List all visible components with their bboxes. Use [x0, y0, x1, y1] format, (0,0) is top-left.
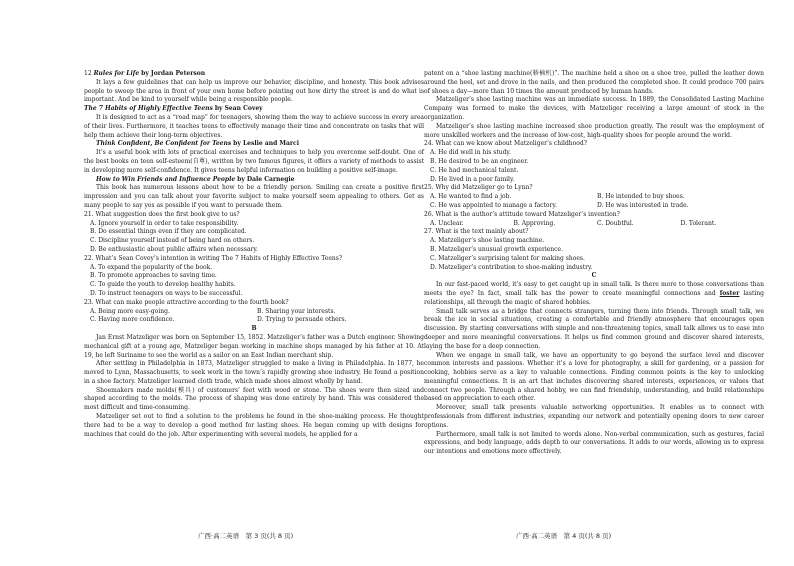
option-22c: C. To guide the youth to develop healthy habits. [90, 281, 236, 289]
options-23-ab [84, 308, 424, 317]
option-26a: A. Unclear. [430, 219, 464, 227]
question-26: 26. What is the author’s attitude toward Matzeliger’s invention? [424, 210, 620, 218]
passage-c-p2: Small talk serves as a bridge that connects strangers, turning them into friends. Through small talk, we break the ice in social situations, creating a comfortable and friendly atmosphere that encourages open discussion. By starting conversations with simple and non-threatening topics, small talk allows us to ease into deeper and more meaningful conversations. It helps us find common ground and discover shared interests, laying the base for a deep connection. [424, 307, 764, 350]
book4-desc: This book has numerous lessons about how to be a friendly person. Smiling can create a positive first impression and you can talk about your favorite subject to make yourself seem appealing to others. Get as many people to say yes as possible if you want to persuade them. [84, 184, 424, 209]
option-24a: A. He did well in his study. [430, 149, 511, 157]
option-25a: A. He wanted to find a job. [430, 193, 512, 201]
option-26c: C. Doubtful. [597, 219, 634, 227]
book1-title: Rules for Life [93, 70, 140, 77]
question-22: 22. What’s Sean Covey’s intention in writing The 7 Habits of Highly Effective Teens? [84, 254, 343, 262]
option-25b: B. He intended to buy shoes. [597, 193, 685, 201]
option-24b: B. He desired to be an engineer. [430, 157, 529, 165]
right-column [424, 70, 764, 457]
options-25-ab [424, 193, 764, 202]
option-23c: C. Having more confidence. [90, 316, 175, 324]
section-b-heading: B [251, 325, 257, 333]
option-21a: A. Ignore yourself in order to take responsibility. [90, 219, 239, 227]
book2-desc: It is designed to act as a “road map” for teenagers, showing them the way to achieve success in every area of their lives. Furthermore, it teaches teens to effectively manage their time and concentrate on tasks that will help them achieve their long-term objectives. [84, 113, 424, 139]
question-27: 27. What is the text mainly about? [424, 228, 529, 236]
question-25: 25. Why did Matzeliger go to Lynn? [424, 184, 533, 192]
option-27d: D. Matzeliger’s contribution to shoe-making industry. [430, 263, 593, 271]
option-26d: D. Tolerant. [680, 219, 717, 227]
passage-c-p5: Furthermore, small talk is not limited to words alone. Non-verbal communication, such as gestures, facial expressions, and body language, adds depth to our conversations. It adds to our words, allowing us to express our intentions and emotions more effectively. [424, 430, 764, 456]
options-26 [424, 220, 764, 229]
option-21c: C. Discipline yourself instead of being hard on others. [90, 237, 255, 245]
option-25d: D. He was interested in trade. [597, 201, 689, 209]
book1-desc: It lays a few guidelines that can help us improve our behavior, discipline, and honesty. This book advises people to sweep the area in front of your own home before pointing out how dirty the street is and do what is important. And be kind to yourself while being a responsible people. [84, 78, 424, 104]
option-25c: C. He was appointed to manage a factory. [430, 201, 557, 209]
passage-b-p1: Jan Ernst Matzeliger was born on September 15, 1852. Matzeliger’s father was a Dutch engineer. Showing mechanical gift at a young age, Matzeliger began working in machine shops managed by his father at 10. At 19, he left Suriname to see the world as a sailor on an East Indian merchant ship. [84, 333, 424, 359]
option-27a: A. Matzeliger’s shoe lasting machine. [430, 237, 545, 245]
option-27b: B. Matzeliger’s unusual growth experience. [430, 245, 563, 253]
page-footer-left: 广西·高二英语 第 3 页(共 8 页) [198, 532, 294, 540]
question-21: 21. What suggestion does the first book give to us? [84, 210, 240, 218]
passage-b-p5: patent on a “shoe lasting machine(鞒楠机)”. The machine held a shoe on a shoe tree, pulled the leather down around the heel, set and drove in the nails, and then produced the completed shoe. It could produce 700 pairs of shoes a day—more than 10 times the amount produced by human hands. [424, 70, 764, 95]
book1-heading: 12 Rules for Life by Jordan Peterson [84, 70, 206, 77]
option-24d: D. He lived in a poor family. [430, 175, 515, 183]
book3-heading: Think Confident, Be Confident for Teens by Leslie and Marci [96, 140, 299, 148]
option-23d: D. Trying to persuade others. [257, 316, 347, 324]
passage-b-p4: Matzeliger set out to find a solution to the problems he found in the shoe-making process. He thought there had to be a way to develop a good method for lasting shoes. He began coming up with designs for machines that could do the job. After experimenting with several models, he applied for a [84, 413, 424, 438]
book3-desc: It’s a useful book with lots of practical exercises and techniques to help you overcome self-doubt. One of the best books on teen self-esteem(自尊), written by two famous figures, it offers a variety of methods to assist in developing more self-confidence. It gives teens helpful information on building a positive self-image. [84, 149, 424, 174]
option-21d: D. Be enthusiastic about public affairs when necessary. [90, 245, 258, 253]
passage-b-p6: Matzeliger’s shoe lasting machine was an immediate success. In 1889, the Consolidated Lasting Machine Company was formed to make the devices, with Matzeliger receiving a large amount of stock in the organization. [424, 96, 764, 121]
passage-c-p3: When we engage in small talk, we have an opportunity to go beyond the surface level and discover common interests and passions. Whether it’s a love for photography, a skill for gardening, or a passion for cooking, hobbies serve as a key to valuable connections. Finding common points is the key to unlocking meaningful connections. It is an art that includes discovering shared interests, experiences, or values that connect two people. Through a shared hobby, we can find friendship, understanding, and build relationships based on appreciation to each other. [424, 351, 764, 403]
option-26b: B. Approving. [513, 219, 556, 227]
question-23: 23. What can make people attractive according to the fourth book? [84, 298, 289, 306]
options-25-cd [424, 202, 764, 211]
passage-b-p2: After settling in Philadelphia in 1873, Matzeliger struggled to make a living in Philadelphia. In 1877, he moved to Lynn, Massachusetts, to seek work in the town’s rapidly growing shoe industry. He found a position in a shoe factory. Matzeliger learned cloth trade, which made shoes almost wholly by hand. [84, 360, 424, 385]
book4-heading: How to Win Friends and Influence People by Dale Carnegie [96, 175, 295, 183]
passage-b-p3: Shoemakers made molds(模具) of customers’ feet with wood or stone. The shoes were then sized and shaped according to the molds. The process of shaping was done entirely by hand. This was considered the most difficult and time-consuming. [84, 386, 424, 412]
option-23b: B. Sharing your interests. [257, 307, 336, 315]
options-23-cd [84, 316, 424, 325]
passage-b-p7: Matzeliger’s shoe lasting machine increased shoe production greatly. The result was the employment of more unskilled workers and the increase of low-cost, high-quality shoes for people around the world. [424, 122, 764, 139]
book2-heading: The 7 Habits of Highly Effective Teens by Sean Covey [84, 105, 263, 113]
underlined-word-foster: foster [719, 289, 740, 297]
section-c-heading: C [591, 272, 597, 280]
option-23a: A. Being more easy-going. [90, 307, 170, 315]
option-22a: A. To expand the popularity of the book. [90, 263, 213, 271]
question-24: 24. What can we know about Matzeliger’s childhood? [424, 140, 587, 148]
option-22d: D. To instruct teenagers on ways to be successful. [90, 289, 243, 297]
option-27c: C. Matzeliger’s surprising talent for making shoes. [430, 254, 585, 262]
option-21b: B. Do essential things even if they are complicated. [90, 228, 247, 236]
option-24c: C. He had mechanical talent. [430, 166, 519, 174]
passage-c-p1: In our fast-paced world, it’s easy to get caught up in small talk. Is there more to those conversations than meets the eye? In fact, small talk has the power to create meaningful connections and foster lasting relationships, all through the magic of shared hobbies. [424, 281, 764, 306]
left-column [84, 70, 424, 439]
option-22b: B. To promote approaches to saving time. [90, 272, 217, 280]
page-footer-right: 广西·高二英语 第 4 页(共 8 页) [516, 532, 612, 540]
passage-c-p4: Moreover, small talk presents valuable networking opportunities. It enables us to connect with professionals from different industries, expanding our network and potentially opening doors to new career options. [424, 404, 764, 429]
